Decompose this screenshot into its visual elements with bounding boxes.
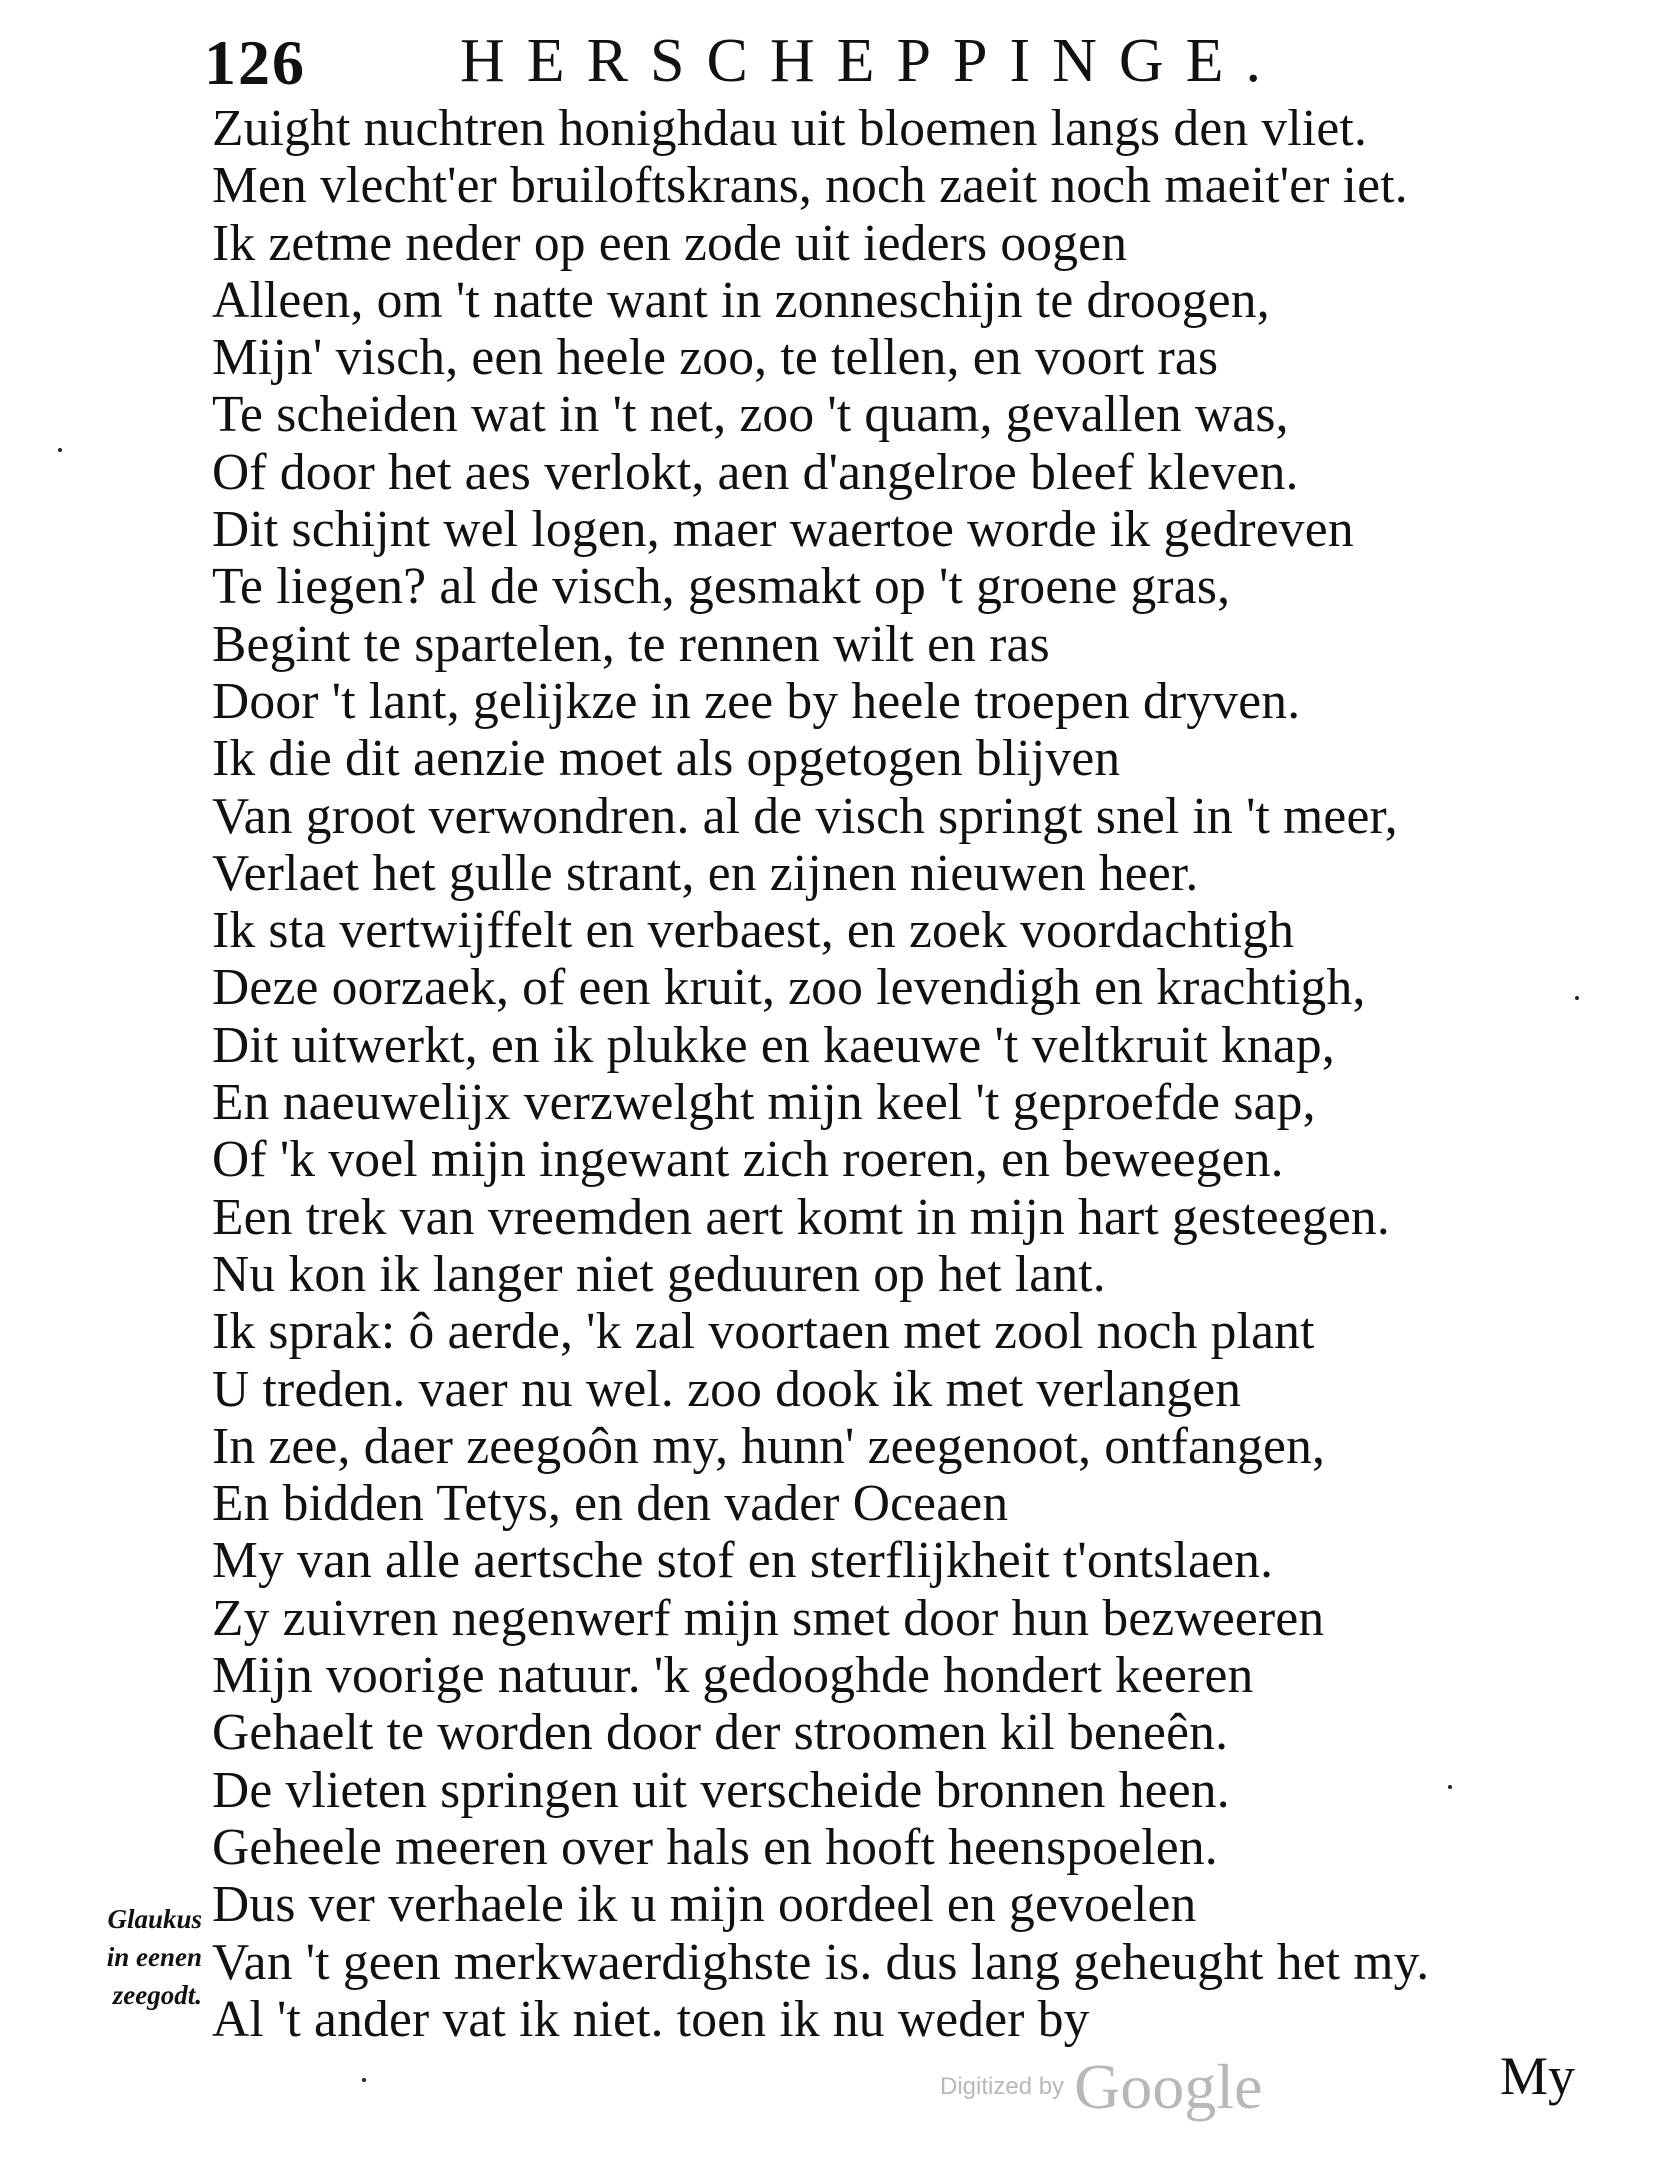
verse-line: Ik sta vertwijffelt en verbaest, en zoek voordachtigh xyxy=(212,902,1295,960)
verse-line: En bidden Tetys, en den vader Oceaen xyxy=(212,1475,1009,1533)
margin-note-line: in eenen xyxy=(106,1942,202,1972)
verse-line: Nu kon ik langer niet geduuren op het lant. xyxy=(212,1245,1106,1303)
catchword: My xyxy=(1500,2046,1576,2106)
verse-body xyxy=(212,100,1592,2048)
verse-line: Door 't lant, gelijkze in zee by heele troepen dryven. xyxy=(212,672,1301,730)
margin-note-line: Glaukus xyxy=(107,1904,202,1934)
verse-line: Men vlecht'er bruiloftskrans, noch zaeit noch maeit'er iet. xyxy=(212,157,1408,215)
verse-line: Al 't ander vat ik niet. toen ik nu weder by xyxy=(212,1990,1090,2048)
verse-line: My van alle aertsche stof en sterflijkheit t'ontslaen. xyxy=(212,1532,1274,1590)
verse-line: Ik zetme neder op een zode uit ieders oogen xyxy=(212,214,1128,272)
verse-line: Te scheiden wat in 't net, zoo 't quam, gevallen was, xyxy=(212,386,1289,444)
verse-line: Ik die dit aenzie moet als opgetogen blijven xyxy=(212,730,1121,788)
paper-speck xyxy=(362,2078,366,2082)
verse-line: Ik sprak: ô aerde, 'k zal voortaen met zool noch plant xyxy=(212,1303,1315,1361)
verse-line: Of 'k voel mijn ingewant zich roeren, en beweegen. xyxy=(212,1131,1284,1189)
verse-line: En naeuwelijx verzwelght mijn keel 't geproefde sap, xyxy=(212,1074,1316,1132)
paper-speck xyxy=(1575,996,1579,1000)
running-head: HERSCHEPPINGE. xyxy=(460,27,1284,95)
verse-line: Begint te spartelen, te rennen wilt en ras xyxy=(212,615,1050,673)
verse-line: Of door het aes verlokt, aen d'angelroe bleef kleven. xyxy=(212,443,1299,501)
verse-line: Van 't geen merkwaerdighste is. dus lang geheught het my. xyxy=(212,1933,1430,1991)
page-number: 126 xyxy=(204,27,306,98)
page-header xyxy=(200,18,1360,108)
verse-line: In zee, daer zeegoôn my, hunn' zeegenoot, ontfangen, xyxy=(212,1417,1326,1475)
verse-line: U treden. vaer nu wel. zoo dook ik met verlangen xyxy=(212,1360,1242,1418)
verse-line: Te liegen? al de visch, gesmakt op 't groene gras, xyxy=(212,558,1231,616)
verse-line: Deze oorzaek, of een kruit, zoo levendigh en krachtigh, xyxy=(212,959,1366,1017)
verse-line: Van groot verwondren. al de visch springt snel in 't meer, xyxy=(212,787,1398,845)
verse-line: Mijn' visch, een heele zoo, te tellen, en voort ras xyxy=(212,329,1219,387)
verse-line: Alleen, om 't natte want in zonneschijn te droogen, xyxy=(212,271,1270,329)
paper-speck xyxy=(58,448,62,452)
verse-line: Een trek van vreemden aert komt in mijn hart gesteegen. xyxy=(212,1188,1390,1246)
verse-line: Dus ver verhaele ik u mijn oordeel en gevoelen xyxy=(212,1876,1197,1934)
margin-note-line: zeegodt. xyxy=(112,1980,202,2010)
verse-line: Gehaelt te worden door der stroomen kil beneên. xyxy=(212,1704,1229,1762)
verse-line: De vlieten springen uit verscheide bronnen heen. xyxy=(212,1761,1230,1819)
verse-line: Mijn voorige natuur. 'k gedooghde hondert keeren xyxy=(212,1647,1254,1705)
watermark-brand: Google xyxy=(1074,2051,1263,2122)
margin-note xyxy=(52,1900,202,2014)
verse-line: Zuight nuchtren honighdau uit bloemen langs den vliet. xyxy=(212,100,1368,157)
digitized-watermark xyxy=(940,2050,1262,2124)
verse-line: Dit uitwerkt, en ik plukke en kaeuwe 't veltkruit knap, xyxy=(212,1016,1335,1074)
verse-line: Verlaet het gulle strant, en zijnen nieuwen heer. xyxy=(212,844,1199,902)
watermark-prefix: Digitized by xyxy=(940,2073,1065,2100)
verse-line: Geheele meeren over hals en hooft heenspoelen. xyxy=(212,1818,1218,1876)
paper-speck xyxy=(1448,1785,1452,1789)
verse-line: Zy zuivren negenwerf mijn smet door hun bezweeren xyxy=(212,1589,1325,1647)
verse-line: Dit schijnt wel logen, maer waertoe worde ik gedreven xyxy=(212,501,1354,559)
